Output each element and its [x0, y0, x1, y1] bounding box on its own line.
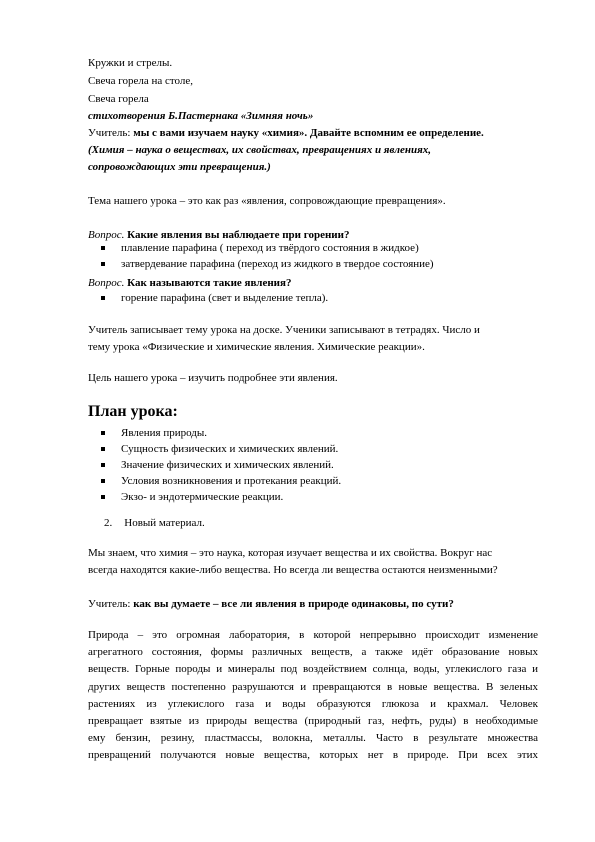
paragraph-line: ему бензин, резину, пластмассы, волокна, металлы. Часто в результате множества — [88, 732, 538, 745]
list-item: горение парафина (свет и выделение тепла). — [101, 290, 328, 306]
lesson-goal: Цель нашего урока – изучить подробнее эти явления. — [88, 372, 338, 384]
bullet-square-icon — [101, 479, 105, 483]
bullet-square-icon — [101, 296, 105, 300]
paragraph-line: Природа – это огромная лаборатория, в которой непрерывно происходит изменение — [88, 629, 538, 641]
board-note-line-1: Учитель записывает тему урока на доске. Ученики записывают в тетрадях. Число и — [88, 324, 480, 336]
teacher-question-label: Учитель: — [88, 598, 131, 610]
topic-sentence: Тема нашего урока – это как раз «явления, сопровождающие превращения». — [88, 195, 446, 207]
list-item: Значение физических и химических явлений. — [101, 457, 341, 473]
poem-line-2: Свеча горела на столе, — [88, 75, 194, 87]
paragraph-line: превращает взятые из природы вещества (природный газ, нефть, руды) в необходимые — [88, 714, 538, 727]
plan-title: План урока: — [88, 403, 178, 420]
list-item: Экзо- и эндотермические реакции. — [101, 489, 341, 505]
paragraph-line: превращений получаются новые вещества, которых нет в природе. При всех этих — [88, 749, 538, 762]
definition-line-1: (Химия – наука о веществах, их свойствах, превращениях и явлениях, — [88, 144, 432, 156]
bullet-square-icon — [101, 431, 105, 435]
teacher-intro-text: мы с вами изучаем науку «химия». Давайте вспомним ее определение. — [130, 127, 484, 139]
teacher-question-text: как вы думаете – все ли явления в природе одинаковы, по сути? — [130, 598, 454, 610]
paragraph-line: растениях из углекислого газа и воды образуются глюкоза и крахмал. Человек — [88, 697, 538, 710]
section-2-heading — [104, 516, 205, 530]
paragraph-line: других веществ постепенно разрушаются и превращаются в новые вещества. В зеленых — [88, 680, 538, 693]
question-1-answers — [101, 240, 434, 272]
question-2 — [88, 276, 291, 290]
bullet-square-icon — [101, 463, 105, 467]
question-2-label: Вопрос. — [88, 277, 125, 289]
question-2-answers — [101, 290, 328, 306]
poem-source: стихотворения Б.Пастернака «Зимняя ночь» — [88, 110, 314, 122]
intro-line-1: Мы знаем, что химия – это наука, которая изучает вещества и их свойства. Вокруг нас — [88, 547, 493, 559]
list-item: Условия возникновения и протекания реакций. — [101, 473, 341, 489]
teacher-intro — [88, 126, 484, 140]
definition-line-2: сопровождающих эти превращения.) — [88, 161, 271, 173]
question-1-text: Какие явления вы наблюдаете при горении? — [124, 229, 350, 241]
list-item: затвердевание парафина (переход из жидкого в твердое состояние) — [101, 256, 434, 272]
teacher-question — [88, 597, 454, 611]
bullet-square-icon — [101, 262, 105, 266]
board-note-line-2: тему урока «Физические и химические явления. Химические реакции». — [88, 341, 425, 353]
question-1-label: Вопрос. — [88, 229, 125, 241]
poem-line-1: Кружки и стрелы. — [88, 57, 173, 69]
list-item: Явления природы. — [101, 425, 341, 441]
list-item: Сущность физических и химических явлений. — [101, 441, 341, 457]
list-item: плавление парафина ( переход из твёрдого состояния в жидкое) — [101, 240, 434, 256]
plan-list — [101, 425, 341, 505]
paragraph-line: веществ. Горные породы и минералы под воздействием солнца, воды, углекислого газа и — [88, 663, 538, 676]
bullet-square-icon — [101, 447, 105, 451]
paragraph-line: агрегатного состояния, формы различных веществ, а также идёт образование новых — [88, 646, 538, 659]
question-2-text: Как называются такие явления? — [124, 277, 292, 289]
section-2-title: Новый материал. — [124, 517, 205, 529]
intro-line-2: всегда находятся какие-либо вещества. Но всегда ли вещества остаются неизменными? — [88, 564, 498, 576]
main-paragraph — [88, 627, 538, 765]
section-2-number: 2. — [104, 517, 113, 529]
bullet-square-icon — [101, 246, 105, 250]
poem-line-3: Свеча горела — [88, 93, 149, 105]
teacher-label: Учитель: — [88, 127, 131, 139]
bullet-square-icon — [101, 495, 105, 499]
